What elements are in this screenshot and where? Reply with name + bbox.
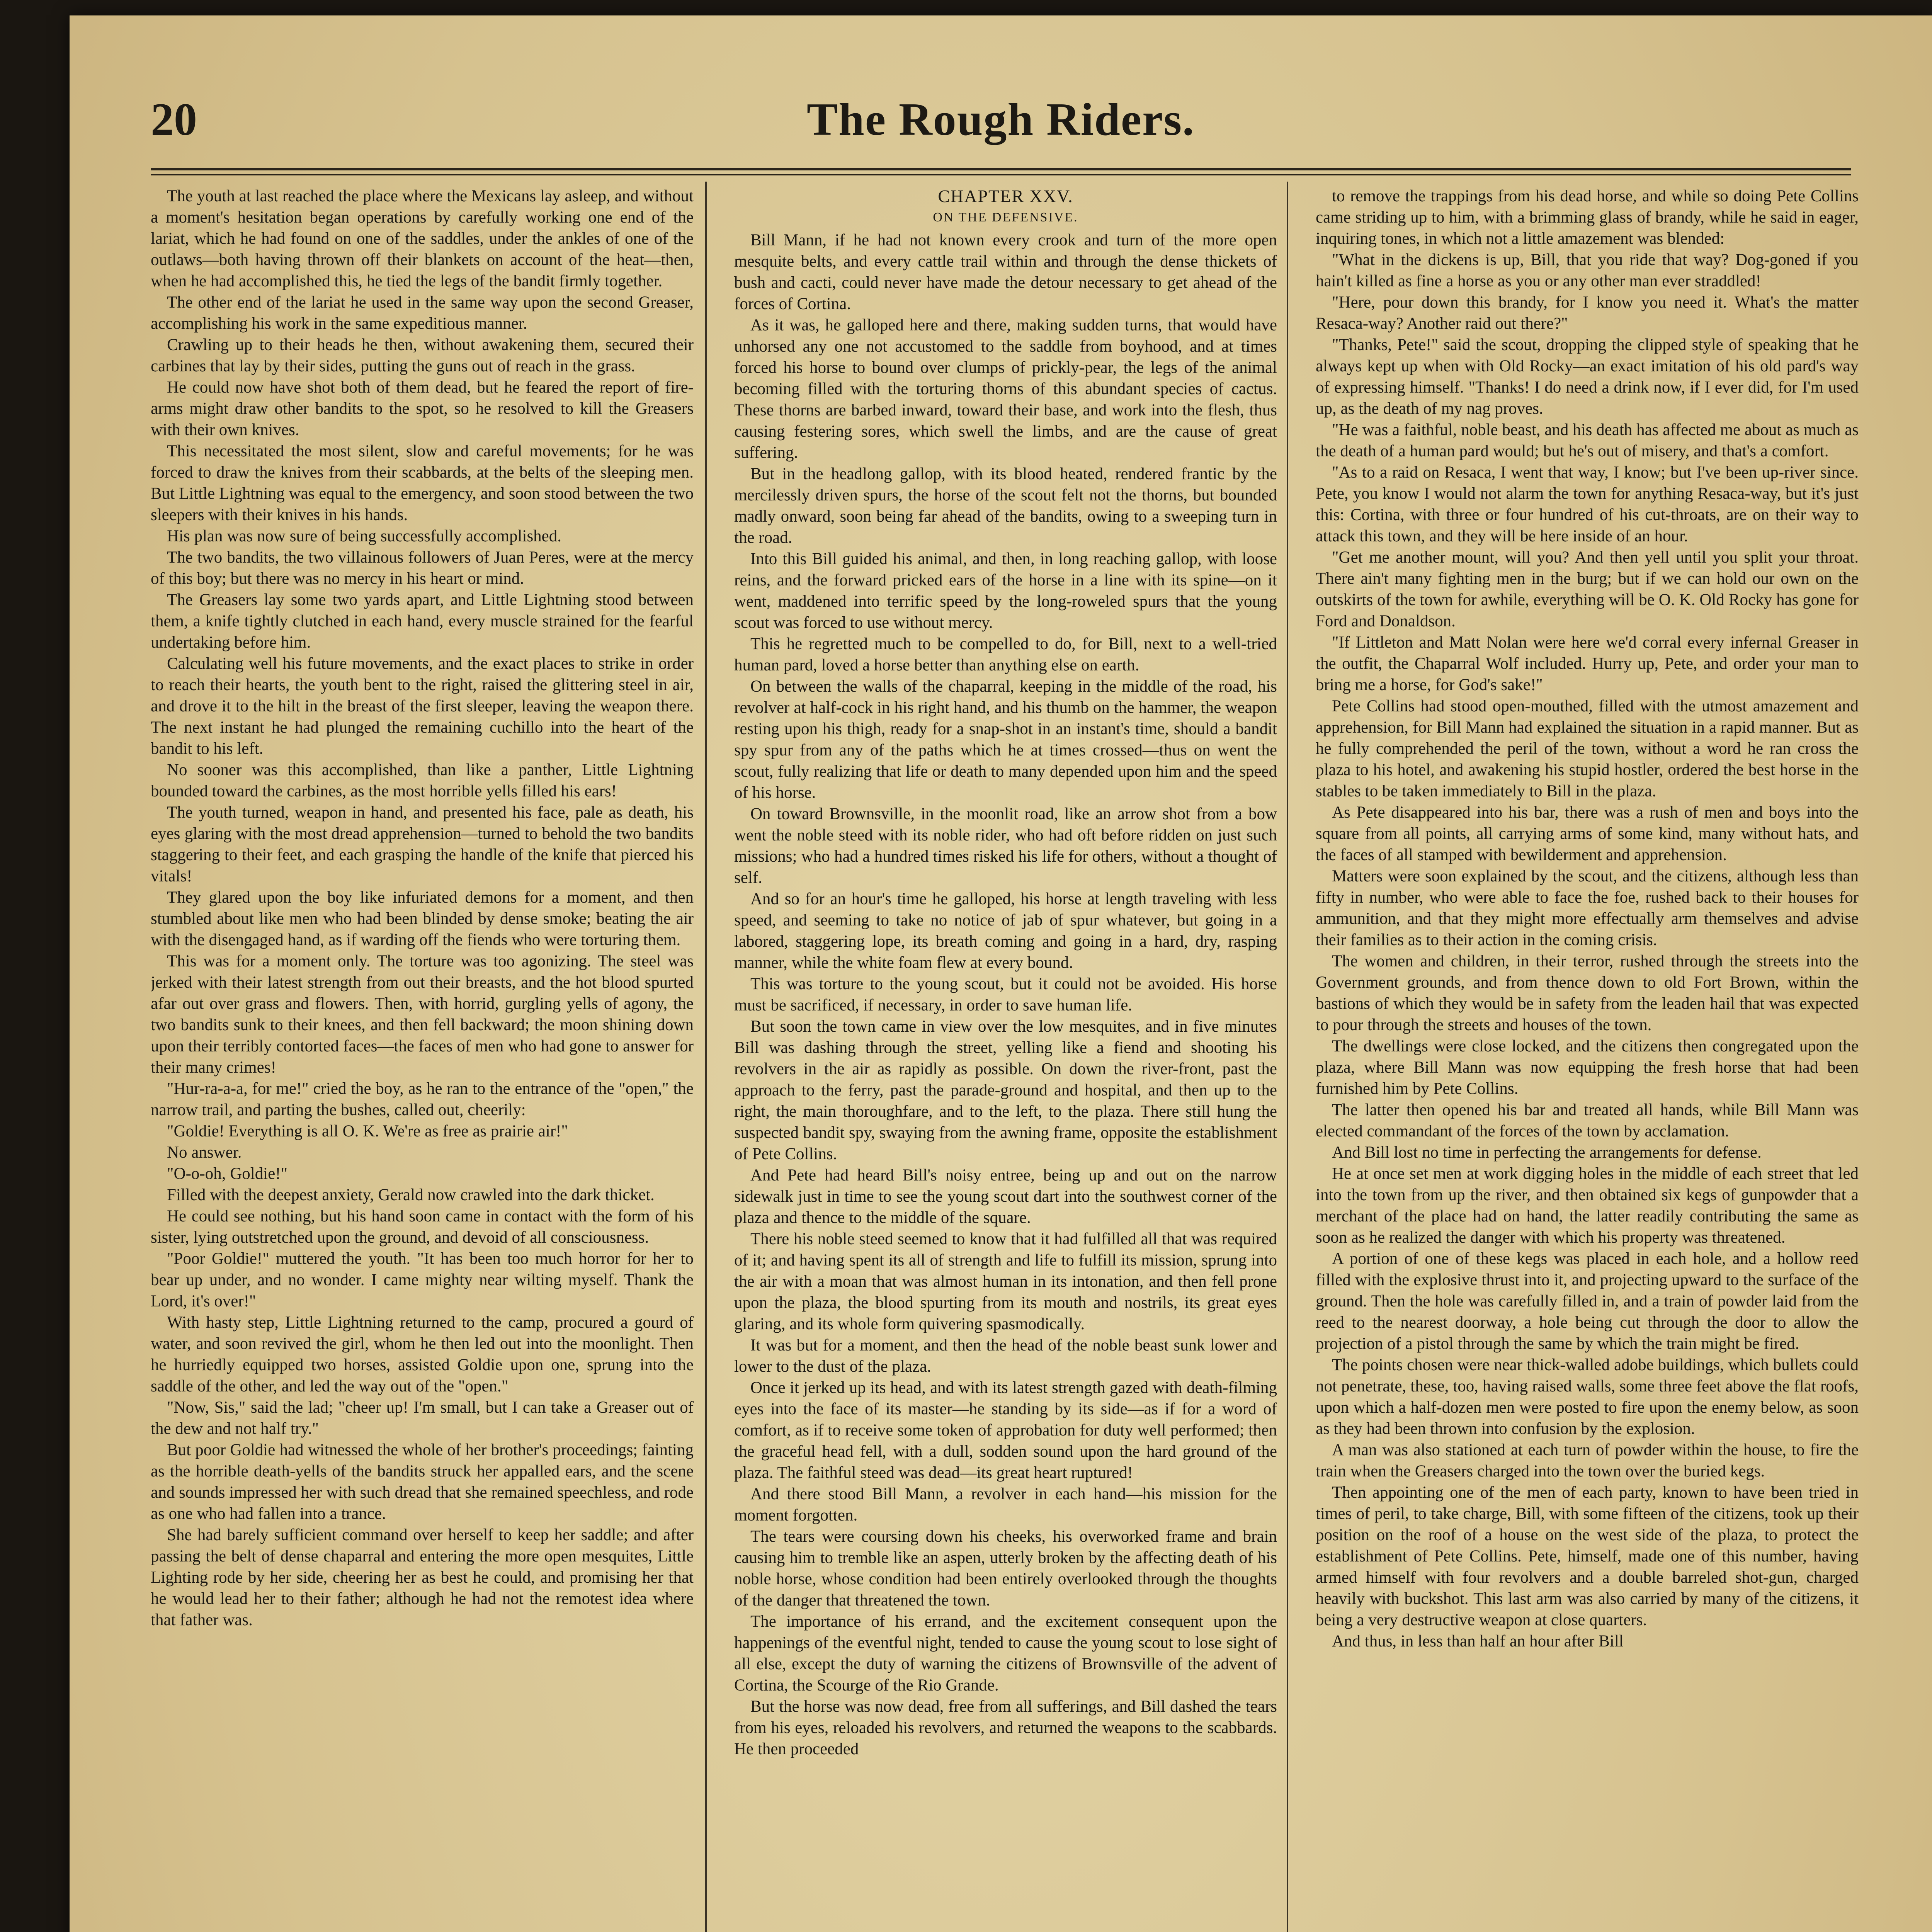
paragraph: "What in the dickens is up, Bill, that you ride that way? Dog-goned if you hain't killed as fine a horse as you or any other man ever straddled!	[1316, 251, 1859, 290]
paragraph: Then appointing one of the men of each party, known to have been tried in times of peril, to take charge, Bill, with some fifteen of the citizens, took up their position on the roof of a house on the west side of the plaza, to protect the establishment of Pete Collins. Pete, himself, made one of this number, having armed himself with four revolvers and a double barreled shot-gun, charged heavily with buckshot. This last arm was also carried by many of the citizens, it being a very destructive weapon at close quarters.	[1316, 1483, 1859, 1629]
paragraph: Crawling up to their heads he then, without awakening them, secured their carbines that lay by their sides, putting the guns out of reach in the grass.	[151, 336, 694, 375]
paragraph: The other end of the lariat he used in the same way upon the second Greaser, accomplishing his work in the same expeditious manner.	[151, 293, 694, 333]
paragraph: With hasty step, Little Lightning returned to the camp, procured a gourd of water, and soon revived the girl, whom he then led out into the moonlight. Then he hurriedly equipped two horses, assisted Goldie upon one, sprung into the saddle of the other, and led the way out of the "open."	[151, 1313, 694, 1395]
paragraph: This was for a moment only. The torture was too agonizing. The steel was jerked with their latest strength from out their breasts, and the hot blood spurted afar out over grass and flowers. Then, with horrid, gurgling yells of agony, the two bandits sunk to their knees, and then fell backward; the moon shining down upon their terribly contorted faces—the faces of men who had gone to answer for their many crimes!	[151, 952, 694, 1077]
text-column-3	[1316, 185, 1859, 1932]
chapter-number: CHAPTER XXV.	[938, 186, 1073, 206]
paragraph: And Bill lost no time in perfecting the arrangements for defense.	[1332, 1143, 1762, 1162]
paragraph: "He was a faithful, noble beast, and his death has affected me about as much as the death of a human pard would; but he's out of misery, and that's a comfort.	[1316, 421, 1859, 460]
page-number: 20	[151, 94, 197, 145]
paragraph: And there stood Bill Mann, a revolver in each hand—his mission for the moment forgotten.	[734, 1485, 1277, 1524]
magazine-page	[70, 15, 1932, 1932]
paragraph: "Goldie! Everything is all O. K. We're as free as prairie air!"	[167, 1122, 568, 1140]
paragraph: And so for an hour's time he galloped, his horse at length traveling with less speed, and seeming to take no notice of jab of spur whatever, but going in a labored, staggering lope, its breath coming and going in a hard, dry, rasping manner, while the white foam flew at every bound.	[734, 890, 1277, 972]
paragraph: This necessitated the most silent, slow and careful movements; for he was forced to draw the knives from their scabbards, at the belts of the sleeping men. But Little Lightning was equal to the emergency, and soon stood between the two sleepers with their knives in his hands.	[151, 442, 694, 524]
paragraph: He at once set men at work digging holes in the middle of each street that led into the town from up the river, and then obtained six kegs of gunpowder that a merchant of the place had on hand, the latter readily contributing the same as soon as he realized the danger with which his property was threatened.	[1316, 1165, 1859, 1247]
paragraph: And thus, in less than half an hour after Bill	[1332, 1632, 1624, 1650]
page-header	[151, 93, 1851, 170]
paragraph: But soon the town came in view over the low mesquites, and in five minutes Bill was dashing through the street, yelling like a fiend and shooting his revolvers in the air as rapidly as possible. On down the river-front, past the approach to the ferry, past the parade-ground and hospital, and then up to the right, the main thoroughfare, and to the left, to the plaza. There still hung the suspected bandit spy, swaying from the awning frame, opposite the establishment of Pete Collins.	[734, 1017, 1277, 1163]
paragraph: As Pete disappeared into his bar, there was a rush of men and boys into the square from all points, all carrying arms of some kind, many without hats, and the faces of all stamped with bewilderment and apprehension.	[1316, 803, 1859, 864]
paragraph: It was but for a moment, and then the head of the noble beast sunk lower and lower to the dust of the plaza.	[734, 1336, 1277, 1376]
page-title: The Rough Riders.	[806, 94, 1195, 145]
paragraph: "Thanks, Pete!" said the scout, dropping the clipped style of speaking that he always kept up when with Old Rocky—an exact imitation of his old pard's way of expressing himself. "Thanks! I do need a drink now, if I ever did, for I'm used up, as the death of my nag proves.	[1316, 336, 1859, 418]
paragraph: The two bandits, the two villainous followers of Juan Peres, were at the mercy of this boy; but there was no mercy in his heart or mind.	[151, 548, 694, 588]
paragraph: "As to a raid on Resaca, I went that way, I know; but I've been up-river since. Pete, you know I would not alarm the town for anything Resaca-way, but it's just this: Cortina, with three or four hundred of his cut-throats, are on their way to attack this town, and they will be here inside of an hour.	[1316, 463, 1859, 545]
paragraph: But in the headlong gallop, with its blood heated, rendered frantic by the mercilessly driven spurs, the horse of the scout felt not the thorns, but bounded madly onward, soon being far ahead of the bandits, owing to a sweeping turn in the road.	[734, 465, 1277, 547]
paragraph: But poor Goldie had witnessed the whole of her brother's proceedings; fainting as the horrible death-yells of the bandits struck her appalled ears, and the scene and sounds impressed her with such dread that she remained speechless, and rode as one who had fallen into a trance.	[151, 1441, 694, 1523]
paragraph: No answer.	[167, 1143, 242, 1162]
column-divider	[1287, 182, 1288, 1932]
paragraph: There his noble steed seemed to know that it had fulfilled all that was required of it; and having spent its all of strength and life to fulfill its mission, sprung into the air with a moan that was almost human in its intonation, and then fell prone upon the plaza, the blood spurting from its mouth and nostrils, its great eyes glaring, and its whole form quivering spasmodically.	[734, 1230, 1277, 1333]
paragraph: They glared upon the boy like infuriated demons for a moment, and then stumbled about like men who had been blinded by dense smoke; beating the air with the disengaged hand, as if warding off the fiends who were torturing them.	[151, 888, 694, 949]
paragraph: She had barely sufficient command over herself to keep her saddle; and after passing the belt of dense chaparral and entering the more open mesquites, Little Lighting rode by her side, cheering her as best he could, and promising her that he would lead her to their father; although he had not the remotest idea where that father was.	[151, 1526, 694, 1629]
paragraph: The youth at last reached the place where the Mexicans lay asleep, and without a moment's hesitation began operations by carefully working one end of the lariat, which he had found on one of the saddles, under the ankles of one of the outlaws—both having thrown off their blankets on account of the heat—then, when he had accomplished this, he tied the legs of the bandit firmly together.	[151, 187, 694, 290]
paragraph: The Greasers lay some two yards apart, and Little Lightning stood between them, a knife tightly clutched in each hand, every muscle strained for the fearful undertaking before him.	[151, 591, 694, 651]
paragraph: A portion of one of these kegs was placed in each hole, and a hollow reed filled with the explosive thrust into it, and projecting upward to the surface of the ground. Then the hole was carefully filled in, and a train of powder laid from the reed to the nearest doorway, a hole being cut through the door to allow the projection of a pistol through the same by which the train might be fired.	[1316, 1250, 1859, 1353]
paragraph: "Get me another mount, will you? And then yell until you split your throat. There ain't many fighting men in the burg; but if we can hold our own on the outskirts of the town for awhile, everything will be O. K. Old Rocky has gone for Ford and Donaldson.	[1316, 548, 1859, 630]
text-column-1	[151, 185, 694, 1932]
paragraph: The points chosen were near thick-walled adobe buildings, which bullets could not penetrate, these, too, having raised walls, some three feet above the flat roofs, upon which a half-dozen men were posted to fire upon the enemy below, as soon as they had been thrown into confusion by the explosion.	[1316, 1356, 1859, 1438]
paragraph: "Here, pour down this brandy, for I know you need it. What's the matter Resaca-way? Another raid out there?"	[1316, 293, 1859, 333]
paragraph: No sooner was this accomplished, than like a panther, Little Lightning bounded toward the carbines, as the most horrible yells filled his ears!	[151, 761, 694, 800]
paragraph: "Hur-ra-a-a, for me!" cried the boy, as he ran to the entrance of the "open," the narrow trail, and parting the bushes, called out, cheerily:	[151, 1080, 694, 1119]
paragraph: The youth turned, weapon in hand, and presented his face, pale as death, his eyes glaring with the most dread apprehension—turned to behold the two bandits staggering to their feet, and each grasping the handle of the knife that pierced his vitals!	[151, 803, 694, 885]
paragraph: Filled with the deepest anxiety, Gerald now crawled into the dark thicket.	[167, 1186, 655, 1204]
paragraph: The importance of his errand, and the excitement consequent upon the happenings of the eventful night, tended to cause the young scout to lose sight of all else, except the duty of warning the citizens of Brownsville of the advent of Cortina, the Scourge of the Rio Grande.	[734, 1612, 1277, 1694]
column-divider	[705, 182, 707, 1932]
paragraph: And Pete had heard Bill's noisy entree, being up and out on the narrow sidewalk just in time to see the young scout dart into the southwest corner of the plaza and thence to the middle of the square.	[734, 1166, 1277, 1227]
paragraph: The latter then opened his bar and treated all hands, while Bill Mann was elected commandant of the forces of the town by acclamation.	[1316, 1101, 1859, 1140]
paragraph: But the horse was now dead, free from all sufferings, and Bill dashed the tears from his eyes, reloaded his revolvers, and returned the weapons to the scabbards. He then proceeded	[734, 1697, 1277, 1758]
chapter-title: ON THE DEFENSIVE.	[933, 210, 1078, 224]
paragraph: Pete Collins had stood open-mouthed, filled with the utmost amazement and apprehension, for Bill Mann had explained the situation in a rapid manner. But as he fully comprehended the peril of the town, without a word he ran cross the plaza to his hotel, and awakening his stupid hostler, ordered the best horse in the stables to be taken immediately to Bill in the plaza.	[1316, 697, 1859, 800]
paragraph: The women and children, in their terror, rushed through the streets into the Government grounds, and from thence down to old Fort Brown, within the bastions of which they would be in safety from the leaden hail that was expected to pour through the streets and houses of the town.	[1316, 952, 1859, 1034]
paragraph: "Poor Goldie!" muttered the youth. "It has been too much horror for her to bear up under, and no wonder. I came mighty near wilting myself. Thank the Lord, it's over!"	[151, 1250, 694, 1310]
paragraph: "If Littleton and Matt Nolan were here we'd corral every infernal Greaser in the outfit, the Chaparral Wolf included. Hurry up, Pete, and order your man to bring me a horse, for God's sake!"	[1316, 633, 1859, 694]
paragraph: "Now, Sis," said the lad; "cheer up! I'm small, but I can take a Greaser out of the dew and not half try."	[151, 1398, 694, 1438]
paragraph: Once it jerked up its head, and with its latest strength gazed with death-filming eyes into the face of its master—he standing by its side—as if for a word of comfort, as if to receive some token of approbation for duty well performed; then the graceful head fell, with a dull, sodden sound upon the hard ground of the plaza. The faithful steed was dead—its great heart ruptured!	[734, 1379, 1277, 1482]
paragraph: Into this Bill guided his animal, and then, in long reaching gallop, with loose reins, and the forward pricked ears of the horse in a line with its spine—on it went, maddened into terrific speed by the long-roweled spurs that the young scout was forced to use without mercy.	[734, 550, 1277, 632]
paragraph: The tears were coursing down his cheeks, his overworked frame and brain causing him to tremble like an aspen, utterly broken by the affecting death of his noble horse, whose condition had been entirely overlooked through the thoughts of the danger that threatened the town.	[734, 1527, 1277, 1609]
paragraph: He could now have shot both of them dead, but he feared the report of fire-arms might draw other bandits to the spot, so he resolved to kill the Greasers with their own knives.	[151, 378, 694, 439]
paragraph: Matters were soon explained by the scout, and the citizens, although less than fifty in number, who were able to face the foe, rushed back to their houses for ammunition, and that they might more effectually arm themselves and advise their families as to their action in the coming crisis.	[1316, 867, 1859, 949]
paragraph: "O-o-oh, Goldie!"	[167, 1165, 288, 1183]
paragraph: As it was, he galloped here and there, making sudden turns, that would have unhorsed any one not accustomed to the saddle from boyhood, and at times forced his horse to bound over clumps of prickly-pear, the legs of the animal becoming filled with the torturing thorns of this abundant species of cactus. These thorns are barbed inward, toward their base, and work into the flesh, thus causing festering sores, which swell the limbs, and are the cause of great suffering.	[734, 316, 1277, 462]
paragraph: The dwellings were close locked, and the citizens then congregated upon the plaza, where Bill Mann was now equipping the fresh horse that had been furnished him by Pete Collins.	[1316, 1037, 1859, 1098]
paragraph: Bill Mann, if he had not known every crook and turn of the more open mesquite belts, and every cattle trail within and through the dense thickets of bush and cacti, could never have made the detour necessary to get ahead of the forces of Cortina.	[734, 231, 1277, 313]
paragraph: He could see nothing, but his hand soon came in contact with the form of his sister, lying outstretched upon the ground, and devoid of all consciousness.	[151, 1207, 694, 1247]
header-divider	[151, 168, 1851, 175]
paragraph: On toward Brownsville, in the moonlit road, like an arrow shot from a bow went the noble steed with its noble rider, who had oft before ridden on just such missions; who had a hundred times risked his life for others, without a thought of self.	[734, 805, 1277, 887]
text-column-2	[734, 185, 1277, 1932]
paragraph: This was torture to the young scout, but it could not be avoided. His horse must be sacrificed, if necessary, in order to save human life.	[734, 975, 1277, 1014]
paragraph: to remove the trappings from his dead horse, and while so doing Pete Collins came striding up to him, with a brimming glass of brandy, while he said in eager, inquiring tones, in which not a little amazement was blended:	[1316, 187, 1859, 248]
paragraph: This he regretted much to be compelled to do, for Bill, next to a well-tried human pard, loved a horse better than anything else on earth.	[734, 635, 1277, 674]
paragraph: His plan was now sure of being successfully accomplished.	[167, 527, 562, 545]
paragraph: On between the walls of the chaparral, keeping in the middle of the road, his revolver at half-cock in his right hand, and his thumb on the hammer, the weapon resting upon his thigh, ready for a snap-shot in an instant's time, should a bandit spy spur from any of the paths which he at times crossed—thus on went the scout, fully realizing that life or death to many depended upon him and the speed of his horse.	[734, 677, 1277, 802]
paragraph: Calculating well his future movements, and the exact places to strike in order to reach their hearts, the youth bent to the right, raised the glittering steel in air, and drove it to the hilt in the breast of the first sleeper, leaving the weapon there. The next instant he had plunged the remaining cuchillo into the heart of the bandit to his left.	[151, 655, 694, 758]
paragraph: A man was also stationed at each turn of powder within the house, to fire the train when the Greasers charged into the town over the buried kegs.	[1316, 1441, 1859, 1480]
